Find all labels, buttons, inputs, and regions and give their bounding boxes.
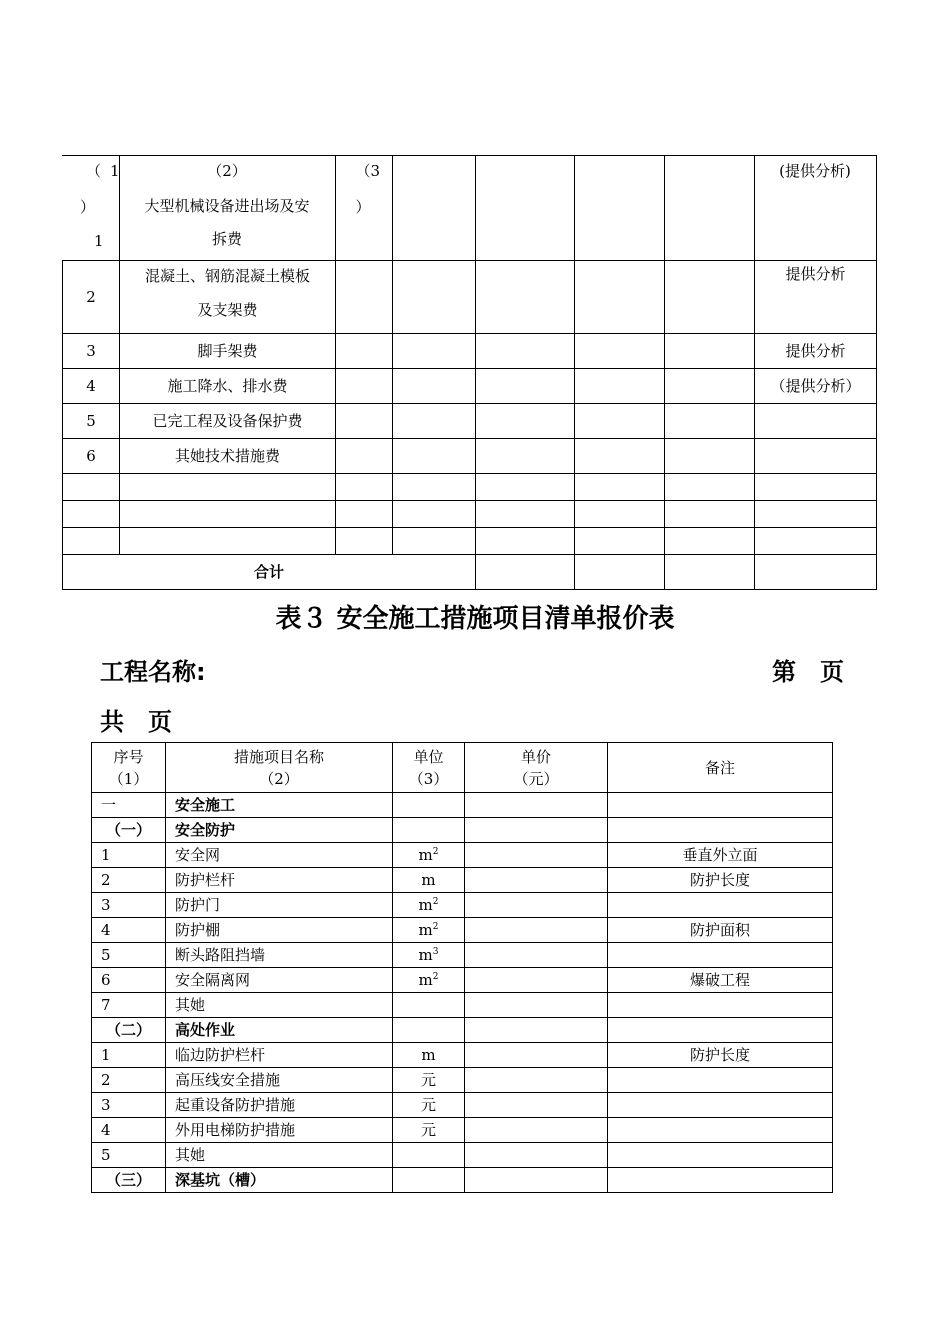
item-name-cell: 安全施工 <box>166 793 393 818</box>
unit-cell <box>393 1168 465 1193</box>
table-row <box>92 1068 833 1093</box>
table-row <box>92 968 833 993</box>
note-cell: 防护面积 <box>608 918 833 943</box>
note-cell: 防护长度 <box>608 868 833 893</box>
name-header: 措施项目名称 （2） <box>166 743 393 793</box>
table-row <box>92 1143 833 1168</box>
table-row <box>92 918 833 943</box>
table-row: 6 其她技术措施费 <box>63 439 877 474</box>
price-cell <box>465 893 608 918</box>
seq-cell: 3 <box>92 893 166 918</box>
seq-cell: 一 <box>92 793 166 818</box>
table-row <box>63 528 877 555</box>
seq-cell: （二） <box>92 1018 166 1043</box>
note-cell: 垂直外立面 <box>608 843 833 868</box>
price-cell <box>465 818 608 843</box>
unit-cell: $m^2$ <box>393 968 465 993</box>
unit-cell <box>393 1143 465 1168</box>
note-cell: 爆破工程 <box>608 968 833 993</box>
price-cell <box>465 868 608 893</box>
table-row <box>92 1043 833 1068</box>
note-cell <box>608 1118 833 1143</box>
seq-cell: 5 <box>92 943 166 968</box>
table-row <box>92 1168 833 1193</box>
unit-cell: $m^3$ <box>393 943 465 968</box>
item-name-cell: 外用电梯防护措施 <box>166 1118 393 1143</box>
name-header-cell: （2） 大型机械设备进出场及安 拆费 <box>119 156 335 261</box>
unit-cell <box>393 818 465 843</box>
seq-cell: 3 <box>92 1093 166 1118</box>
item-name-cell: 防护门 <box>166 893 393 918</box>
table-row: 3 脚手架费 提供分析 <box>63 334 877 369</box>
seq-cell: 6 <box>92 968 166 993</box>
table-row: 2 混凝土、钢筋混凝土模板 及支架费 提供分析 <box>63 261 877 334</box>
item-name-cell: 临边防护栏杆 <box>166 1043 393 1068</box>
note-header: 备注 <box>608 743 833 793</box>
price-cell <box>465 943 608 968</box>
seq-cell: 2 <box>92 868 166 893</box>
table-row <box>92 943 833 968</box>
table-row: 5 已完工程及设备保护费 <box>63 404 877 439</box>
seq-cell: 1 <box>92 1043 166 1068</box>
table-row <box>63 474 877 501</box>
price-cell <box>465 1168 608 1193</box>
item-name-cell: 安全防护 <box>166 818 393 843</box>
note-cell: 防护长度 <box>608 1043 833 1068</box>
table-row <box>92 1118 833 1143</box>
table-row <box>92 893 833 918</box>
safety-measures-table <box>91 742 833 1193</box>
note-cell <box>608 1018 833 1043</box>
item-name-cell: 深基坑（槽） <box>166 1168 393 1193</box>
note-cell <box>608 943 833 968</box>
item-name-cell: 其她 <box>166 1143 393 1168</box>
price-cell <box>465 1068 608 1093</box>
price-cell <box>465 1043 608 1068</box>
item-name-cell: 断头路阻挡墙 <box>166 943 393 968</box>
item-name-cell: 防护棚 <box>166 918 393 943</box>
note-cell <box>608 1168 833 1193</box>
table-row <box>92 1018 833 1043</box>
note-cell <box>608 893 833 918</box>
unit-cell: m <box>393 868 465 893</box>
price-cell <box>465 993 608 1018</box>
unit-cell: $m^2$ <box>393 893 465 918</box>
price-cell <box>465 918 608 943</box>
note-header-cell: (提供分析) <box>754 156 876 261</box>
seq-header-cell: （ 1 ） 1 <box>62 156 119 261</box>
table-row <box>63 501 877 528</box>
project-name-label: 工程名称: <box>100 658 206 686</box>
table-header-row <box>92 743 833 793</box>
price-cell <box>465 1118 608 1143</box>
unit-cell: 元 <box>393 1118 465 1143</box>
unit-cell: 元 <box>393 1068 465 1093</box>
unit-cell: m <box>393 1043 465 1068</box>
technical-measures-table <box>62 155 877 261</box>
table-row <box>92 818 833 843</box>
price-cell <box>465 1018 608 1043</box>
table-row <box>92 868 833 893</box>
unit-header-cell: （3 ） <box>335 156 392 261</box>
item-name-cell: 安全网 <box>166 843 393 868</box>
page-title: 表３ 安全施工措施项目清单报价表 <box>275 604 675 634</box>
seq-cell: 2 <box>92 1068 166 1093</box>
price-cell <box>465 968 608 993</box>
seq-cell: 4 <box>92 1118 166 1143</box>
price-header: 单价 （元） <box>465 743 608 793</box>
page-number-label: 第 页 <box>772 658 844 686</box>
total-row <box>63 555 877 590</box>
item-name-cell: 其她 <box>166 993 393 1018</box>
item-name-cell: 防护栏杆 <box>166 868 393 893</box>
item-name: 混凝土、钢筋混凝土模板 及支架费 <box>120 261 336 334</box>
total-label: 合计 <box>63 555 476 590</box>
note-cell <box>608 1093 833 1118</box>
table-row <box>92 843 833 868</box>
table-row <box>92 793 833 818</box>
unit-cell <box>393 993 465 1018</box>
table-row <box>62 156 876 261</box>
item-name-cell: 安全隔离网 <box>166 968 393 993</box>
price-cell <box>465 843 608 868</box>
note-cell <box>608 818 833 843</box>
seq-cell: （三） <box>92 1168 166 1193</box>
price-cell <box>465 1093 608 1118</box>
unit-cell: 元 <box>393 1093 465 1118</box>
note-cell <box>608 1143 833 1168</box>
unit-cell <box>393 1018 465 1043</box>
seq-cell: （一） <box>92 818 166 843</box>
unit-cell: $m^2$ <box>393 843 465 868</box>
item-name-cell: 起重设备防护措施 <box>166 1093 393 1118</box>
total-pages-label: 共 页 <box>100 708 172 736</box>
seq-cell: 7 <box>92 993 166 1018</box>
table-row: 4 施工降水、排水费 （提供分析） <box>63 369 877 404</box>
table-row <box>92 993 833 1018</box>
seq-cell: 1 <box>92 843 166 868</box>
price-cell <box>465 1143 608 1168</box>
seq-cell: 4 <box>92 918 166 943</box>
note-cell <box>608 793 833 818</box>
item-name-cell: 高压线安全措施 <box>166 1068 393 1093</box>
price-cell <box>465 793 608 818</box>
note-cell <box>608 993 833 1018</box>
item-name-cell: 高处作业 <box>166 1018 393 1043</box>
note-cell <box>608 1068 833 1093</box>
table-row <box>92 1093 833 1118</box>
unit-cell: $m^2$ <box>393 918 465 943</box>
seq-cell: 5 <box>92 1143 166 1168</box>
technical-measures-table-body <box>62 260 877 590</box>
seq-header: 序号 （1） <box>92 743 166 793</box>
unit-header: 单位 （3） <box>393 743 465 793</box>
unit-cell <box>393 793 465 818</box>
